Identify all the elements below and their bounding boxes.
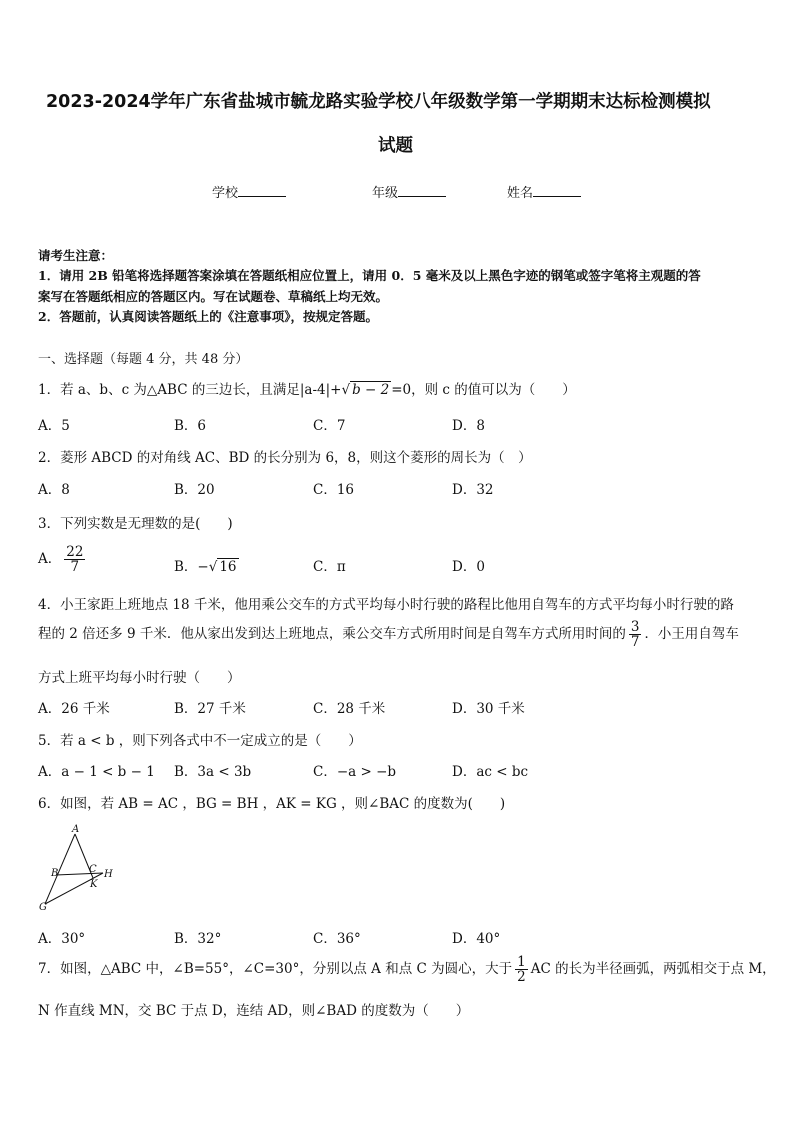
section-header: 一、选择题（每题 4 分，共 48 分） — [38, 352, 249, 367]
label-g: G — [39, 902, 47, 913]
question-4-line-3: 方式上班平均每小时行驶（ ） — [38, 670, 241, 686]
q6-option-d: D．40° — [452, 931, 501, 947]
label-k: K — [90, 879, 98, 890]
fraction: $\frac{1}{2}$ — [517, 954, 526, 986]
label-h: H — [104, 869, 113, 880]
q2-option-b: B．20 — [174, 482, 215, 498]
notice-item-1b: 案写在答题纸相应的答题区内。写在试题卷、草稿纸上均无效。 — [38, 289, 389, 304]
q5-option-b: B．3a < 3b — [174, 764, 252, 780]
q2-option-a: A．8 — [38, 482, 70, 498]
question-7-line-1: 7．如图，△ABC 中，∠B=55°，∠C=30°，分别以点 A 和点 C 为圆心，大于 $\frac{1}{2}$ AC 的长为半径画弧，两弧相交于点 M， — [38, 954, 776, 986]
question-6: 6．如图，若 AB = AC ，BG = BH ，AK = KG ，则∠BAC 的度数为( ) — [38, 796, 506, 812]
q6-option-b: B．32° — [174, 931, 222, 947]
q4-option-a: A．26 千米 — [38, 701, 110, 717]
sqrt-expression: √ b − 2 — [341, 382, 390, 398]
sqrt-expression: √ 16 — [208, 559, 237, 575]
title-line-1: 2023-2024学年广东省盐城市毓龙路实验学校八年级数学第一学期期末达标检测模拟 — [46, 92, 711, 112]
q6-option-c: C．36° — [313, 931, 361, 947]
segment-ag — [45, 834, 75, 904]
q1-option-b: B．6 — [174, 418, 207, 434]
q6-option-a: A．30° — [38, 931, 86, 947]
question-3: 3．下列实数是无理数的是( ) — [38, 516, 233, 532]
label-a: A — [72, 824, 80, 835]
q2-option-c: C．16 — [313, 482, 355, 498]
q4-option-c: C．28 千米 — [313, 701, 386, 717]
notice-item-2: 2．答题前，认真阅读答题纸上的《注意事项》，按规定答题。 — [38, 309, 378, 324]
q4-option-d: D．30 千米 — [452, 701, 525, 717]
q1-option-d: D．8 — [452, 418, 485, 434]
name-field: 姓名 — [507, 182, 581, 201]
q2-option-d: D．32 — [452, 482, 494, 498]
q3-option-a: A． $\frac{22}{7}$ — [38, 544, 84, 576]
q3-option-c: C．π — [313, 559, 346, 575]
q5-option-a: A．a − 1 < b − 1 — [38, 764, 155, 780]
triangle-figure — [36, 822, 126, 914]
q1-option-a: A．5 — [38, 418, 70, 434]
question-7-line-2: N 作直线 MN，交 BC 于点 D，连结 AD，则∠BAD 的度数为（ ） — [38, 1003, 470, 1019]
q3-option-d: D．0 — [452, 559, 485, 575]
question-1: 1．若 a、b、c 为△ABC 的三边长，且满足|a-4|+√ b − 2 =0，则 c 的值可以为（ ） — [38, 382, 576, 398]
q1-option-c: C．7 — [313, 418, 346, 434]
title-line-2: 试题 — [378, 136, 413, 156]
q5-option-d: D．ac < bc — [452, 764, 529, 780]
question-2: 2．菱形 ABCD 的对角线 AC、BD 的长分别为 6，8，则这个菱形的周长为（ ） — [38, 450, 532, 466]
q5-option-c: C．−a > −b — [313, 764, 397, 780]
label-c: C — [89, 864, 97, 875]
label-b: B — [51, 868, 59, 879]
notice-item-1a: 1．请用 2B 铅笔将选择题答案涂填在答题纸相应位置上，请用 0．5 毫米及以上黑色字迹的钢笔或签字笔将主观题的答 — [38, 268, 701, 283]
question-4-line-1: 4．小王家距上班地点 18 千米，他用乘公交车的方式平均每小时行驶的路程比他用自驾车的方式平均每小时行驶的路 — [38, 597, 734, 613]
school-field: 学校 — [212, 182, 286, 201]
q3-option-b: B．−√ 16 — [174, 559, 237, 575]
fraction: $\frac{22}{7}$ — [66, 544, 84, 576]
q4-option-b: B．27 千米 — [174, 701, 246, 717]
notice-header: 请考生注意： — [38, 248, 114, 263]
question-4-line-2: 程的 2 倍还多 9 千米．他从家出发到达上班地点，乘公交车方式所用时间是自驾车方式所用时间的 $\frac{3}{7}$ ．小王用自驾车 — [38, 619, 739, 651]
question-5: 5．若 a < b ，则下列各式中不一定成立的是（ ） — [38, 733, 362, 749]
fraction: $\frac{3}{7}$ — [630, 619, 640, 651]
grade-field: 年级 — [372, 182, 446, 201]
